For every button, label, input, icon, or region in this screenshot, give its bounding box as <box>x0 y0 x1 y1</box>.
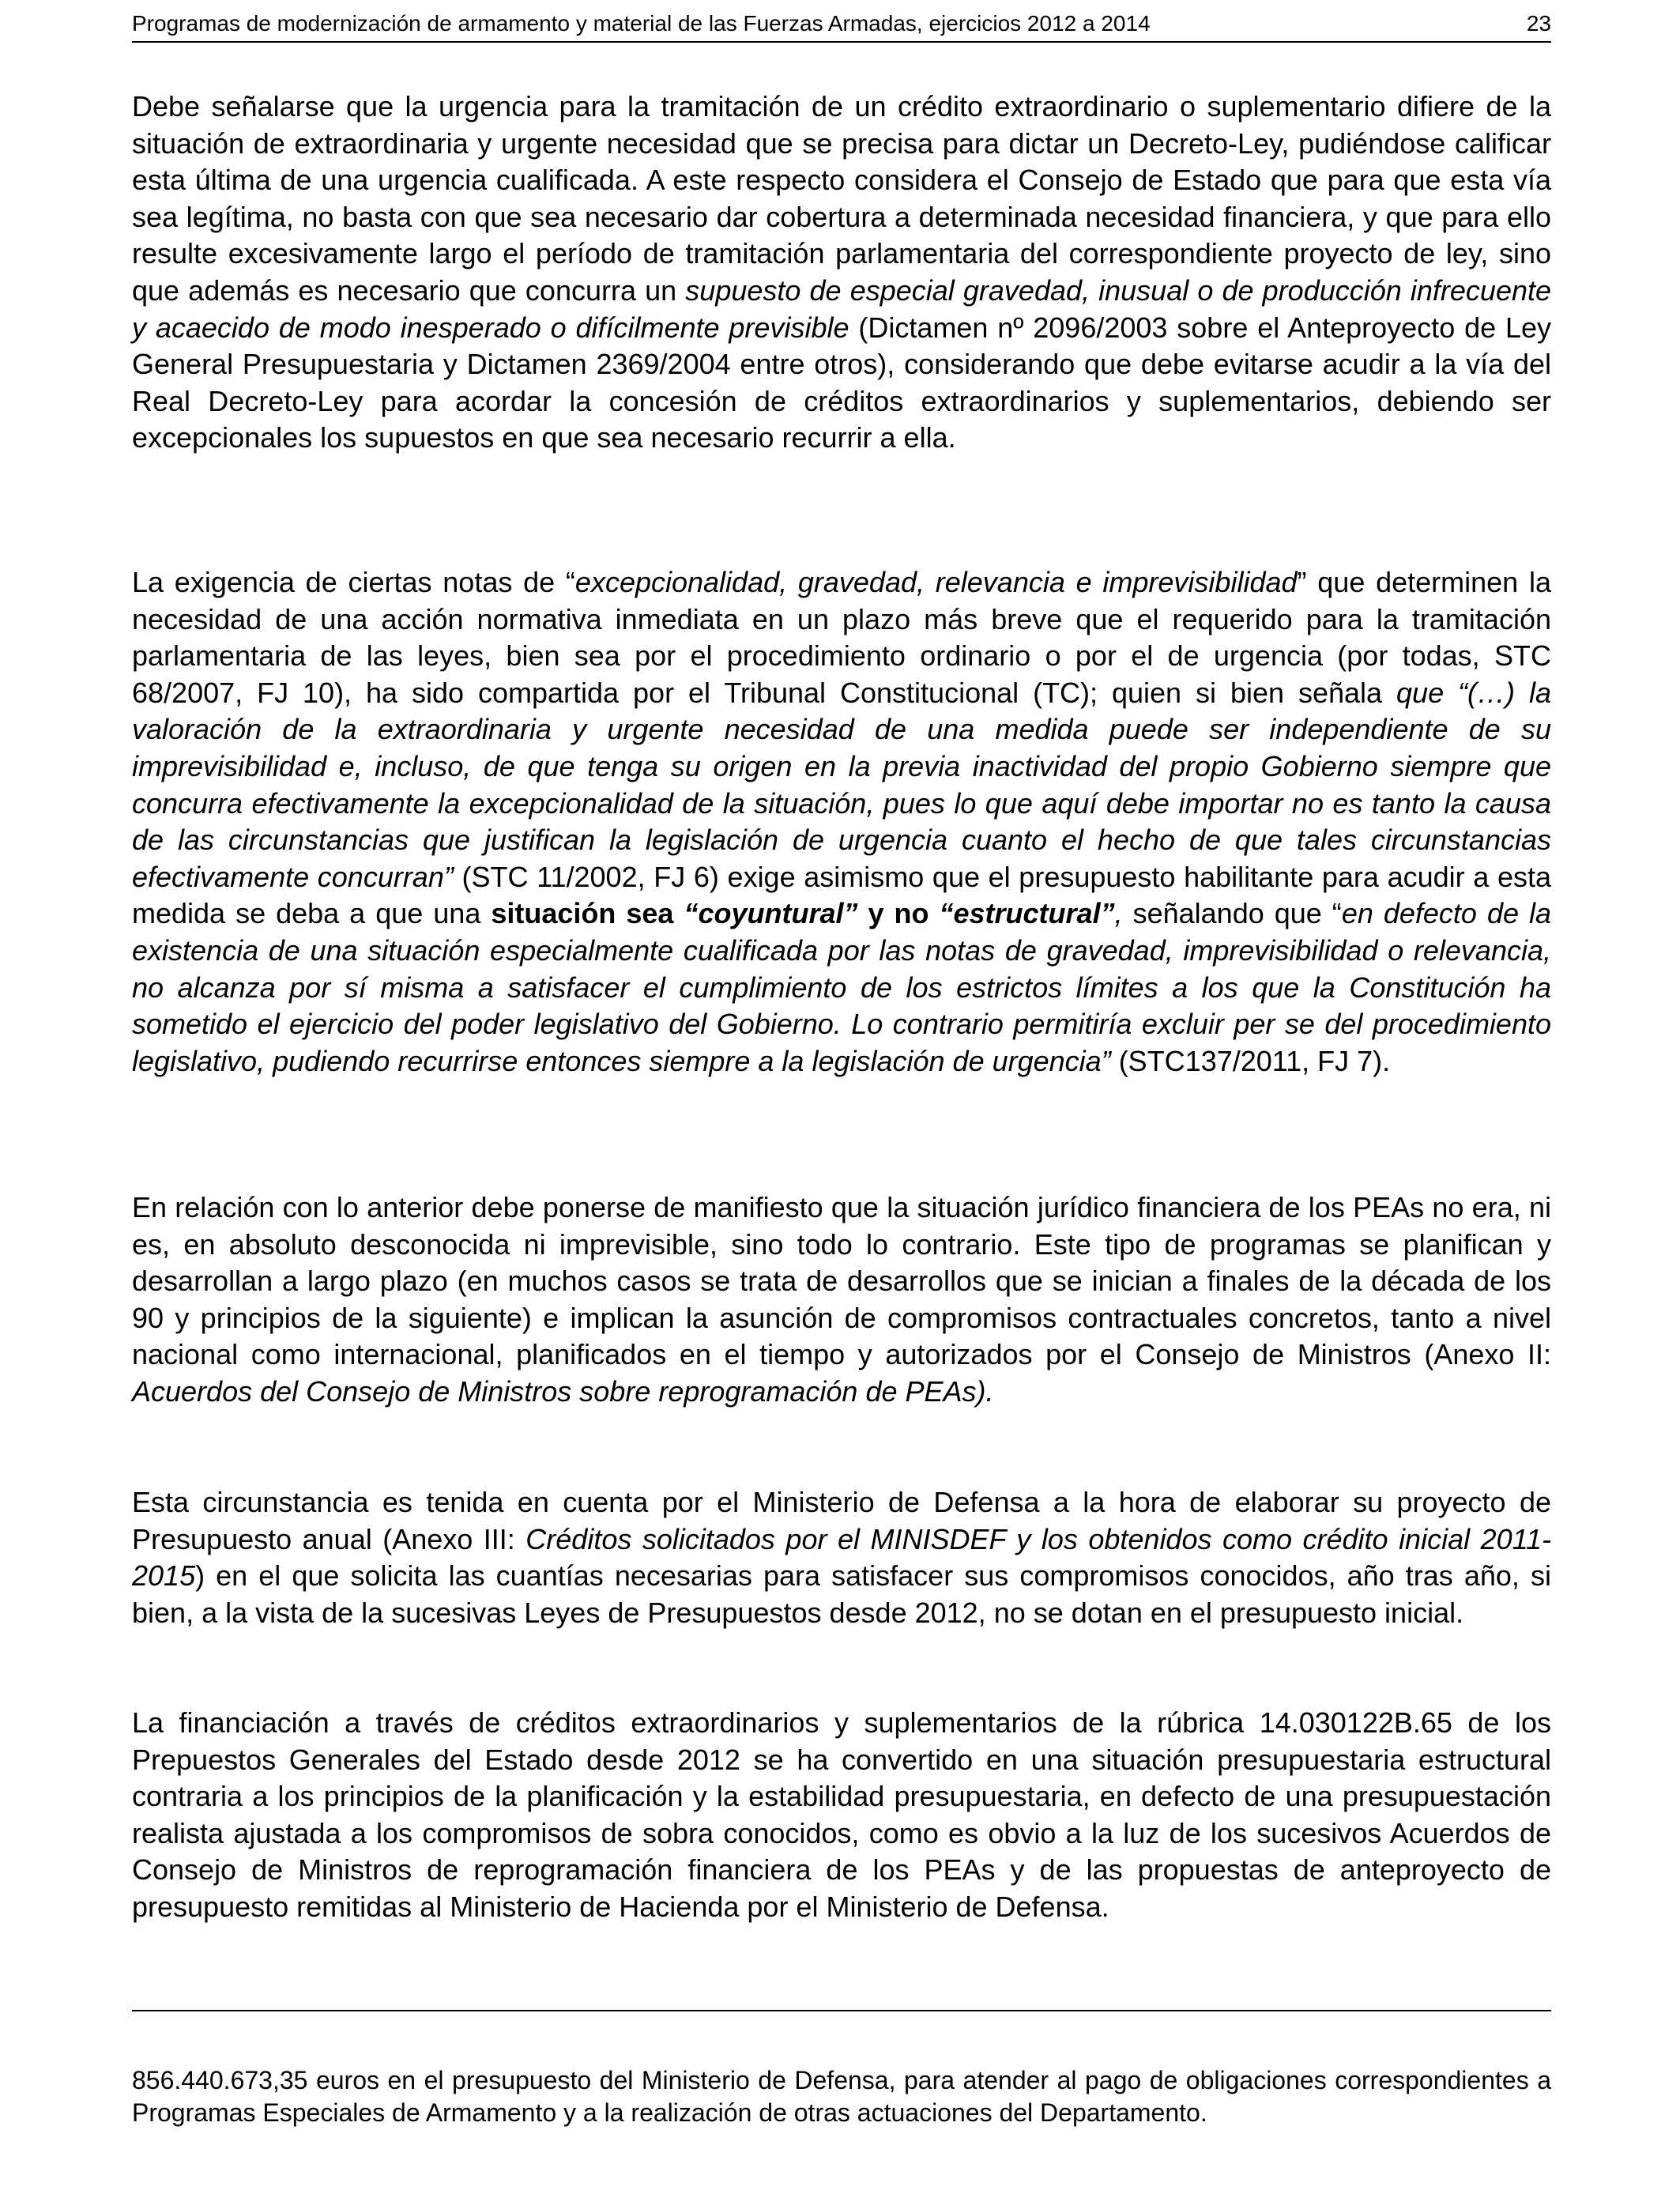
paragraph-4: Esta circunstancia es tenida en cuenta por el Ministerio de Defensa a la hora de elaborar su proyecto de Presupuesto anual (Anexo III: Créditos solicitados por el MINISDEF y los obtenidos como crédito inicial 2011-2015) en el que solicita las cuantías necesarias para satisfacer sus compromisos conocidos, año tras año, si bien, a la vista de la sucesivas Leyes de Presupuestos desde 2012, no se dotan en el presupuesto inicial. <box>132 1486 1552 1629</box>
paragraph-3: En relación con lo anterior debe ponerse de manifiesto que la situación jurídico financiera de los PEAs no era, ni es, en absoluto desconocida ni imprevisible, sino todo lo contrario. Este tipo de programas se planifican y desarrollan a largo plazo (en muchos casos se trata de desarrollos que se inician a finales de la década de los 90 y principios de la siguiente) e implican la asunción de compromisos contractuales concretos, tanto a nivel nacional como internacional, planificados en el tiempo y autorizados por el Consejo de Ministros (Anexo II: Acuerdos del Consejo de Ministros sobre reprogramación de PEAs). <box>132 1191 1551 1408</box>
footnote-separator <box>132 2010 1551 2011</box>
page-number: 23 <box>1526 11 1551 36</box>
header-title: Programas de modernización de armamento y material de las Fuerzas Armadas, ejercicios 2012 a 2014 <box>132 11 1151 36</box>
footnote-text: 856.440.673,35 euros en el presupuesto del Ministerio de Defensa, para atender al pago de obligaciones correspondientes a Programas Especiales de Armamento y a la realización de otras actuaciones del Departamento. <box>132 2066 1551 2127</box>
running-header <box>132 8 1551 43</box>
paragraph-5: La financiación a través de créditos extraordinarios y suplementarios de la rúbrica 14.030122B.65 de los Prepuestos Generales del Estado desde 2012 se ha convertido en una situación presupuestaria estructural contraria a los principios de la planificación y la estabilidad presupuestaria, en defecto de una presupuestación realista ajustada a los compromisos de sobra conocidos, como es obvio a la luz de los sucesivos Acuerdos de Consejo de Ministros de reprogramación financiera de los PEAs y de las propuestas de anteproyecto de presupuesto remitidas al Ministerio de Hacienda por el Ministerio de Defensa. <box>132 1706 1551 1923</box>
paragraph-1: Debe señalarse que la urgencia para la tramitación de un crédito extraordinario o suplementario difiere de la situación de extraordinaria y urgente necesidad que se precisa para dictar un Decreto-Ley, pudiéndose calificar esta última de una urgencia cualificada. A este respecto considera el Consejo de Estado que para que esta vía sea legítima, no basta con que sea necesario dar cobertura a determinada necesidad financiera, y que para ello resulte excesivamente largo el período de tramitación parlamentaria del correspondiente proyecto de ley, sino que además es necesario que concurra un supuesto de especial gravedad, inusual o de producción infrecuente y acaecido de modo inesperado o difícilmente previsible (Dictamen nº 2096/2003 sobre el Anteproyecto de Ley General Presupuestaria y Dictamen 2369/2004 entre otros), considerando que debe evitarse acudir a la vía del Real Decreto-Ley para acordar la concesión de créditos extraordinarios y suplementarios, debiendo ser excepcionales los supuestos en que sea necesario recurrir a ella. <box>132 90 1552 454</box>
paragraph-2: La exigencia de ciertas notas de “excepcionalidad, gravedad, relevancia e imprevisibilidad” que determinen la necesidad de una acción normativa inmediata en un plazo más breve que el requerido para la tramitación parlamentaria de las leyes, bien sea por el procedimiento ordinario o por el de urgencia (por todas, STC 68/2007, FJ 10), ha sido compartida por el Tribunal Constitucional (TC); quien si bien señala que “(…) la valoración de la extraordinaria y urgente necesidad de una medida puede ser independiente de su imprevisibilidad e, incluso, de que tenga su origen en la previa inactividad del propio Gobierno siempre que concurra efectivamente la excepcionalidad de la situación, pues lo que aquí debe importar no es tanto la causa de las circunstancias que justifican la legislación de urgencia cuanto el hecho de que tales circunstancias efectivamente concurran” (STC 11/2002, FJ 6) exige asimismo que el presupuesto habilitante para acudir a esta medida se deba a que una situación sea “coyuntural” y no “estructural”, señalando que “en defecto de la existencia de una situación especialmente cualificada por las notas de gravedad, imprevisibilidad o relevancia, no alcanza por sí misma a satisfacer el cumplimiento de los estrictos límites a los que la Constitución ha sometido el ejercicio del poder legislativo del Gobierno. Lo contrario permitiría excluir per se del procedimiento legislativo, pudiendo recurrirse entonces siempre a la legislación de urgencia” (STC137/2011, FJ 7). <box>132 566 1552 1077</box>
document-page <box>132 0 1551 2194</box>
